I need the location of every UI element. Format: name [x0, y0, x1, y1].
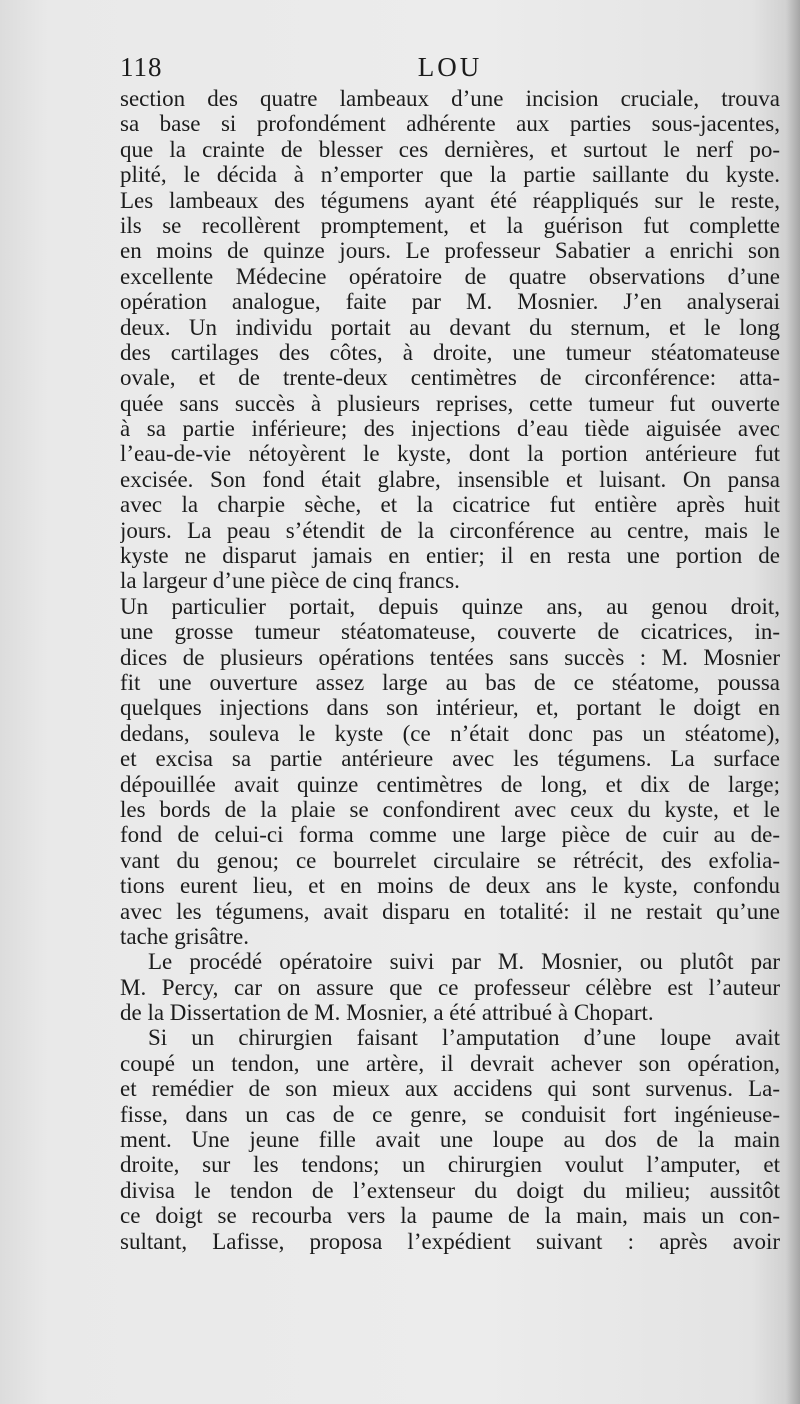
text-line: fisse, dans un cas de ce genre, se conduisit fort ingénieuse- [120, 1101, 780, 1127]
text-line: ils se recollèrent promptement, et la guérison fut complette [120, 212, 780, 238]
text-line: excisée. Son fond était glabre, insensible et luisant. On pansa [120, 466, 780, 492]
text-line: Un particulier portait, depuis quinze ans, au genou droit, [120, 593, 780, 619]
text-line: sultant, Lafisse, proposa l’expédient suivant : après avoir [120, 1228, 780, 1254]
page-header [120, 52, 780, 88]
page-number: 118 [120, 52, 163, 82]
text-line: Si un chirurgien faisant l’amputation d’une loupe avait [148, 1025, 780, 1051]
text-line: fit une ouverture assez large au bas de ce stéatome, poussa [120, 669, 780, 695]
text-line: coupé un tendon, une artère, il devrait achever son opération, [120, 1050, 780, 1076]
text-line: et remédier de son mieux aux accidens qui sont survenus. La- [120, 1076, 780, 1102]
text-line: des cartilages des côtes, à droite, une tumeur stéatomateuse [120, 339, 780, 365]
text-line: opération analogue, faite par M. Mosnier. J’en analyserai [120, 289, 780, 315]
text-line: à sa partie inférieure; des injections d’eau tiède aiguisée avec [120, 416, 780, 442]
text-line: droite, sur les tendons; un chirurgien voulut l’amputer, et [120, 1152, 780, 1178]
body-text [120, 86, 780, 1254]
text-line: Les lambeaux des tégumens ayant été réappliqués sur le reste, [120, 187, 780, 213]
running-head: LOU [417, 52, 483, 82]
text-line: quelques injections dans son intérieur, et, portant le doigt en [120, 695, 780, 721]
text-line: avec la charpie sèche, et la cicatrice fut entière après huit [120, 492, 780, 518]
text-line: de la Dissertation de M. Mosnier, a été attribué à Chopart. [120, 1000, 654, 1026]
text-line: divisa le tendon de l’extenseur du doigt du milieu; aussitôt [120, 1177, 780, 1203]
text-line: dices de plusieurs opérations tentées sans succès : M. Mosnier [120, 644, 780, 670]
text-line: quée sans succès à plusieurs reprises, cette tumeur fut ouverte [120, 390, 780, 416]
text-line: deux. Un individu portait au devant du sternum, et le long [120, 314, 780, 340]
text-line: M. Percy, car on assure que ce professeur célèbre est l’auteur [120, 974, 780, 1000]
text-line: vant du genou; ce bourrelet circulaire se rétrécit, des exfolia- [120, 847, 780, 873]
text-line: ovale, et de trente-deux centimètres de circonférence: atta- [120, 365, 780, 391]
text-line: Le procédé opératoire suivi par M. Mosnier, ou plutôt par [148, 949, 780, 975]
text-line: sa base si profondément adhérente aux parties sous-jacentes, [120, 111, 780, 137]
text-line: dedans, souleva le kyste (ce n’était donc pas un stéatome), [120, 720, 780, 746]
text-line: ce doigt se recourba vers la paume de la main, mais un con- [120, 1203, 780, 1229]
text-line: section des quatre lambeaux d’une incision cruciale, trouva [120, 86, 780, 111]
page-edge-shadow [786, 0, 800, 1404]
text-line: dépouillée avait quinze centimètres de long, et dix de large; [120, 771, 780, 797]
text-line: jours. La peau s’étendit de la circonférence au centre, mais le [120, 517, 780, 543]
text-line: les bords de la plaie se confondirent avec ceux du kyste, et le [120, 796, 780, 822]
text-line: fond de celui-ci forma comme une large pièce de cuir au de- [120, 822, 780, 848]
text-line: excellente Médecine opératoire de quatre observations d’une [120, 263, 780, 289]
text-line: kyste ne disparut jamais en entier; il en resta une portion de [120, 543, 780, 569]
text-line: l’eau-de-vie nétoyèrent le kyste, dont la portion antérieure fut [120, 441, 780, 467]
text-line: et excisa sa partie antérieure avec les tégumens. La surface [120, 746, 780, 772]
text-line: que la crainte de blesser ces dernières, et surtout le nerf po- [120, 136, 780, 162]
text-line: ment. Une jeune fille avait une loupe au dos de la main [120, 1127, 780, 1153]
text-line: une grosse tumeur stéatomateuse, couverte de cicatrices, in- [120, 619, 780, 645]
text-line: avec les tégumens, avait disparu en totalité: il ne restait qu’une [120, 898, 780, 924]
text-line: la largeur d’une pièce de cinq francs. [120, 568, 460, 594]
text-line: tache grisâtre. [120, 923, 249, 949]
text-line: tions eurent lieu, et en moins de deux ans le kyste, confondu [120, 873, 780, 899]
text-line: plité, le décida à n’emporter que la partie saillante du kyste. [120, 162, 780, 188]
text-line: en moins de quinze jours. Le professeur Sabatier a enrichi son [120, 238, 780, 264]
